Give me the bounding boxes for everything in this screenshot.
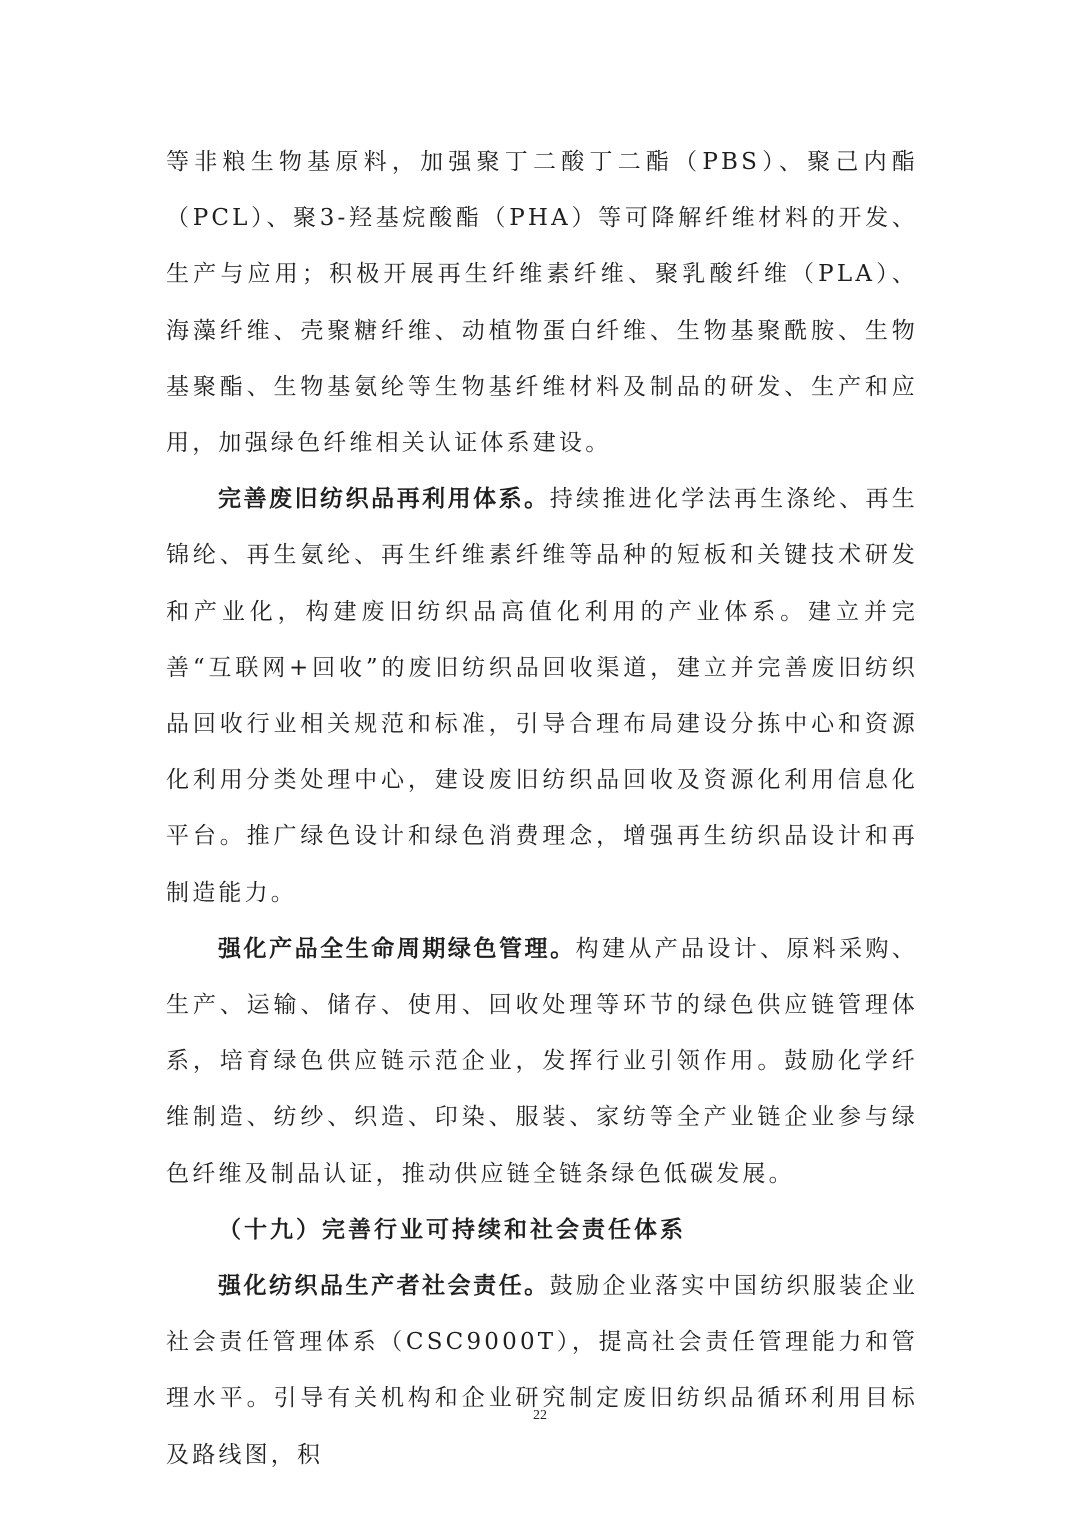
paragraph-lead: 强化产品全生命周期绿色管理。: [218, 934, 576, 962]
paragraph-text: 持续推进化学法再生涤纶、再生锦纶、再生氨纶、再生纤维素纤维等品种的短板和关键技术研发和产业化，构建废旧纺织品高值化利用的产业体系。建立并完善“互联网+回收”的废旧纺织品回收渠道，建立并完善废旧纺织品回收行业相关规范和标准，引导合理布局建设分拣中心和资源化利用分类处理中心，建设废旧纺织品回收及资源化利用信息化平台。推广绿色设计和绿色消费理念，增强再生纺织品设计和再制造能力。: [166, 486, 918, 906]
paragraph-lifecycle-management: [166, 921, 918, 1202]
paragraph-social-responsibility: [166, 1258, 918, 1483]
section-heading: （十九）完善行业可持续和社会责任体系: [218, 1215, 686, 1243]
body-text: [166, 134, 918, 1483]
paragraph-lead: 完善废旧纺织品再利用体系。: [218, 485, 550, 513]
paragraph-textile-recycling: [166, 471, 918, 921]
paragraph-text: 构建从产品设计、原料采购、生产、运输、储存、使用、回收处理等环节的绿色供应链管理体系，培育绿色供应链示范企业，发挥行业引领作用。鼓励化学纤维制造、纺纱、织造、印染、服装、家纺等全产业链企业参与绿色纤维及制品认证，推动供应链全链条绿色低碳发展。: [166, 935, 918, 1187]
paragraph-continuation: [166, 134, 918, 471]
paragraph-text: 鼓励企业落实中国纺织服装企业社会责任管理体系（CSC9000T），提高社会责任管理能力和管理水平。引导有关机构和企业研究制定废旧纺织品循环利用目标及路线图，积: [166, 1273, 918, 1468]
page-number: 22: [533, 1408, 547, 1423]
paragraph-lead: 强化纺织品生产者社会责任。: [218, 1272, 550, 1300]
paragraph-text: 等非粮生物基原料，加强聚丁二酸丁二酯（PBS）、聚己内酯（PCL）、聚3-羟基烷酸酯（PHA）等可降解纤维材料的开发、生产与应用；积极开展再生纤维素纤维、聚乳酸纤维（PLA）、海藻纤维、壳聚糖纤维、动植物蛋白纤维、生物基聚酰胺、生物基聚酯、生物基氨纶等生物基纤维材料及制品的研发、生产和应用，加强绿色纤维相关认证体系建设。: [166, 149, 918, 457]
